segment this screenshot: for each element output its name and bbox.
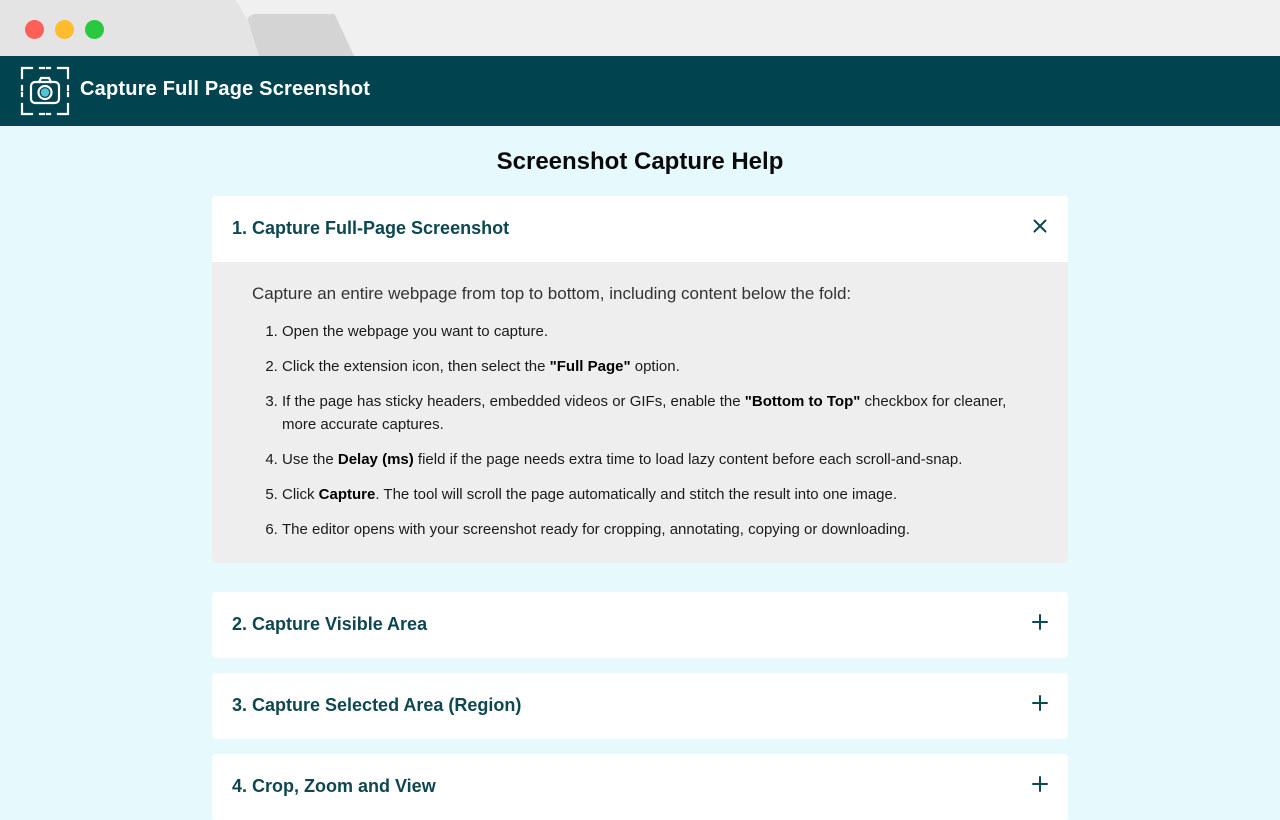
accordion-title: 3. Capture Selected Area (Region) (232, 695, 522, 715)
page-title: Screenshot Capture Help (496, 148, 784, 175)
browser-titlebar (0, 0, 1280, 56)
app-header (0, 56, 1280, 126)
step-text: Click the extension icon, then select the (282, 358, 550, 375)
accordion-title: 2. Capture Visible Area (232, 614, 428, 634)
step-text: field if the page needs extra time to load lazy content before each scroll-and-snap. (413, 451, 963, 468)
section-intro: Capture an entire webpage from top to bottom, including content below the fold: (252, 284, 852, 303)
accordion-header[interactable] (212, 673, 1068, 739)
step-emphasis: Delay (ms) (337, 451, 414, 468)
accordion-header[interactable] (212, 754, 1068, 820)
step-text: Use the (282, 451, 338, 468)
help-content (0, 126, 1280, 800)
step-item (282, 518, 1028, 541)
step-item (282, 448, 1028, 471)
accordion-title: 1. Capture Full-Page Screenshot (232, 218, 510, 238)
step-text: Open the webpage you want to capture. (282, 323, 549, 340)
step-text: Click (282, 486, 319, 503)
camera-capture-icon (20, 66, 70, 116)
close-icon[interactable] (1030, 216, 1050, 236)
step-item (282, 390, 1028, 436)
accordion-header[interactable] (212, 592, 1068, 658)
accordion-section-crop-zoom (212, 754, 1068, 820)
close-window-button[interactable] (25, 20, 44, 39)
plus-icon[interactable] (1030, 774, 1050, 794)
step-item (282, 320, 1028, 343)
step-item (282, 483, 1028, 506)
plus-icon[interactable] (1030, 693, 1050, 713)
accordion-body (212, 262, 1068, 563)
step-emphasis: "Bottom to Top" (744, 393, 861, 410)
steps-list (252, 320, 1028, 541)
accordion-title: 4. Crop, Zoom and View (232, 776, 436, 796)
plus-icon[interactable] (1030, 612, 1050, 632)
step-emphasis: "Full Page" (549, 358, 631, 375)
step-text: . The tool will scroll the page automatically and stitch the result into one image. (375, 486, 898, 503)
step-text: option. (630, 358, 680, 375)
accordion-section-visible-area (212, 592, 1068, 658)
step-text: If the page has sticky headers, embedded videos or GIFs, enable the (282, 393, 745, 410)
minimize-window-button[interactable] (55, 20, 74, 39)
maximize-window-button[interactable] (85, 20, 104, 39)
step-item (282, 355, 1028, 378)
accordion-header[interactable] (212, 196, 1068, 262)
step-text: checkbox for cleaner, more accurate captures. (282, 393, 1007, 433)
accordion-section-selected-area (212, 673, 1068, 739)
app-title: Capture Full Page Screenshot (80, 78, 371, 100)
step-emphasis: Capture (318, 486, 376, 503)
inactive-tab[interactable] (246, 14, 354, 56)
accordion-section-full-page (212, 196, 1068, 563)
step-text: The editor opens with your screenshot ready for cropping, annotating, copying or downloading. (282, 521, 910, 538)
